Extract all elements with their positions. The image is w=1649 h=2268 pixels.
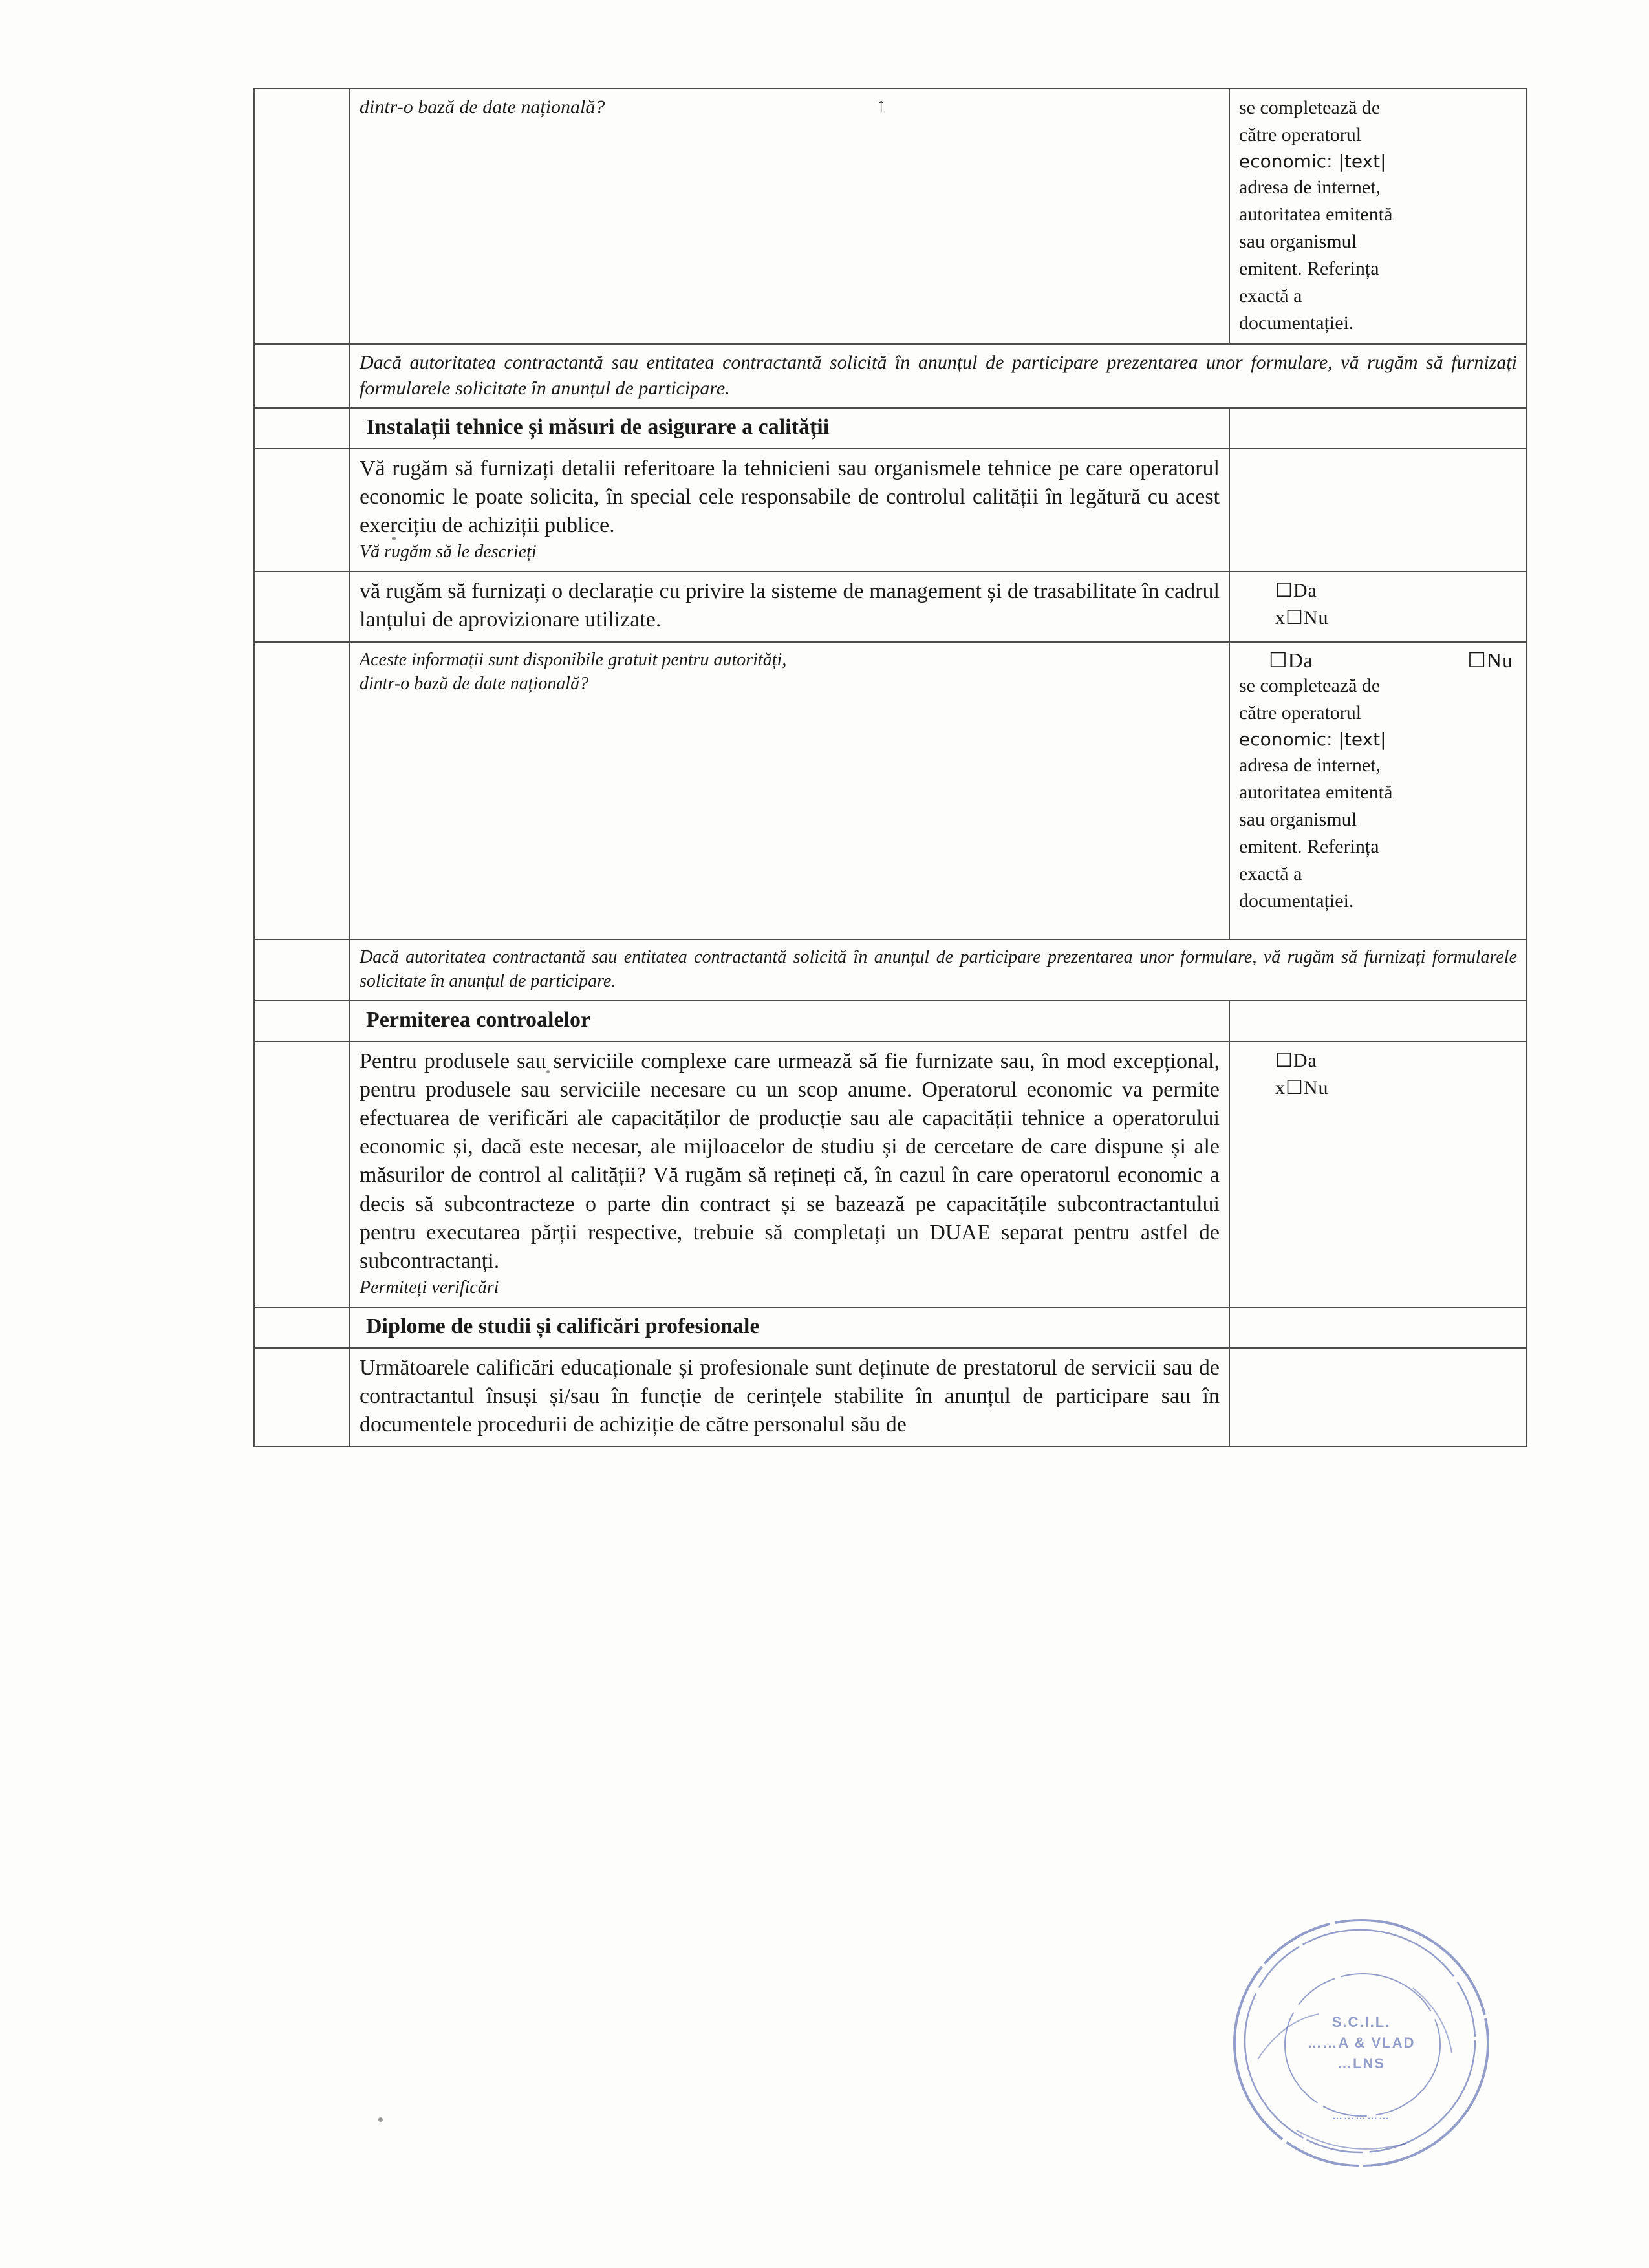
answer-line: adresa de internet, <box>1239 177 1381 198</box>
row-marker-cell <box>254 89 350 344</box>
table-row-heading <box>254 1307 1527 1348</box>
stamp-line: …LNS <box>1337 2055 1385 2071</box>
section-heading-cell <box>350 1307 1229 1348</box>
table-row <box>254 89 1527 344</box>
question-text: Vă rugăm să furnizați detalii referitoare la tehnicieni sau organismele tehnice pe care operatorul economic le poate solicita, în special cele responsabile de controlul calității în legătură cu acest exercițiu de achiziții publice. <box>360 456 1220 538</box>
note-cell <box>350 939 1527 1001</box>
question-subnote: Permiteți verificări <box>360 1278 499 1298</box>
checkbox-option-da[interactable]: ☐Da <box>1275 580 1317 602</box>
table-row <box>254 1042 1527 1307</box>
section-heading: Instalații tehnice și măsuri de asigurare a calității <box>366 415 830 440</box>
company-stamp <box>1219 1898 1503 2182</box>
answer-cell-empty <box>1229 1348 1527 1447</box>
question-cell <box>350 1042 1229 1307</box>
question-subnote: Vă rugăm să le descrieți <box>360 542 537 562</box>
answer-line: emitent. Referința <box>1239 258 1379 280</box>
table-row-heading <box>254 408 1527 449</box>
answer-block <box>1239 94 1517 337</box>
answer-line: autoritatea emitentă <box>1239 204 1393 226</box>
row-marker-cell <box>254 572 350 641</box>
stamp-line: …………… <box>1332 2111 1390 2122</box>
question-text: dintr-o bază de date națională? <box>360 96 605 118</box>
table-row-heading <box>254 1001 1527 1042</box>
table-row <box>254 1348 1527 1447</box>
question-text: Următoarele calificări educaționale și profesionale sunt deținute de prestatorul de servicii sau de contractantul însuși și/sau în funcție de cerințele stabilite în anunțul de participare sau în documentele procedurii de achiziție de către personalul său de <box>360 1355 1220 1437</box>
ink-dot-icon <box>378 2117 383 2122</box>
answer-cell <box>1229 89 1527 344</box>
answer-line: se completează de <box>1239 97 1381 118</box>
table-row <box>254 572 1527 641</box>
stamp-text-group <box>1219 1898 1503 2182</box>
answer-line: documentației. <box>1239 312 1354 334</box>
row-marker-cell <box>254 1348 350 1447</box>
row-marker-cell <box>254 1307 350 1348</box>
answer-line: sau organismul <box>1239 808 1357 830</box>
answer-choice-group[interactable] <box>1239 648 1517 672</box>
table-row <box>254 344 1527 408</box>
question-cell <box>350 1348 1229 1447</box>
question-cell <box>350 642 1229 939</box>
note-text: Dacă autoritatea contractantă sau entitatea contractantă solicită în anunțul de participare prezentarea unor formulare, vă rugăm să furnizați formularele solicitate în anunțul de participare. <box>360 352 1517 399</box>
question-text: Pentru produsele sau serviciile complexe care urmează să fie furnizate sau, în mod excepțional, pentru produsele sau serviciile necesare cu un scop anume. Operatorul economic va permite efectuarea de verificări ale capacităților de producție sau ale capacității tehnice a operatorului economic și, dacă este necesar, ale mijloacelor de studiu și de cercetare de care dispune și ale măsurilor de control al calității? Vă rugăm să rețineți că, în cazul în care operatorul economic a decis să subcontracteze o parte din contract și se bazează pe capacitățile subcontractantului pentru executarea părții respective, trebuie să completați un DUAE separat pentru astfel de subcontractanți. <box>360 1049 1220 1274</box>
answer-line: către operatorul <box>1239 124 1362 145</box>
checkbox-option-da[interactable]: ☐Da <box>1275 1049 1317 1071</box>
answer-cell-empty <box>1229 449 1527 572</box>
question-text-line-2: dintr-o bază de date națională? <box>360 674 589 694</box>
section-heading-cell <box>350 1001 1229 1042</box>
answer-line: către operatorul <box>1239 701 1362 723</box>
answer-line: adresa de internet, <box>1239 754 1381 776</box>
table-row <box>254 449 1527 572</box>
table-row <box>254 642 1527 939</box>
row-marker-cell <box>254 642 350 939</box>
checkbox-option-nu[interactable]: ☐Nu <box>1467 648 1513 672</box>
row-marker-cell <box>254 939 350 1001</box>
answer-choice-group[interactable] <box>1239 1047 1517 1102</box>
answer-cell <box>1229 642 1527 939</box>
row-marker-cell <box>254 408 350 449</box>
checkbox-option-nu[interactable]: x☐Nu <box>1275 607 1329 629</box>
answer-cell-empty <box>1229 408 1527 449</box>
question-cell <box>350 449 1229 572</box>
question-text-line-1: Aceste informații sunt disponibile gratuit pentru autorități, <box>360 649 787 670</box>
row-marker-cell <box>254 449 350 572</box>
note-text: Dacă autoritatea contractantă sau entitatea contractantă solicită în anunțul de participare prezentarea unor formulare, vă rugăm să furnizați formularele solicitate în anunțul de participare. <box>360 947 1517 992</box>
answer-line: exactă a <box>1239 285 1302 307</box>
row-marker-cell <box>254 1042 350 1307</box>
answer-line: sau organismul <box>1239 231 1357 253</box>
answer-cell <box>1229 572 1527 641</box>
section-heading-cell <box>350 408 1229 449</box>
question-cell <box>350 572 1229 641</box>
answer-choice-group[interactable] <box>1239 577 1517 632</box>
row-marker-cell <box>254 344 350 408</box>
section-heading: Permiterea controalelor <box>366 1008 591 1032</box>
checkbox-option-nu[interactable]: x☐Nu <box>1275 1076 1329 1098</box>
answer-line: documentației. <box>1239 890 1354 912</box>
pen-mark-icon: ↑ <box>876 94 886 116</box>
answer-line-text-field[interactable]: economic: |text| <box>1239 728 1386 750</box>
row-marker-cell <box>254 1001 350 1042</box>
checkbox-option-da[interactable]: ☐Da <box>1269 648 1313 672</box>
duae-criteria-table <box>253 88 1527 1447</box>
stamp-line: S.C.I.L. <box>1331 2014 1391 2030</box>
answer-cell <box>1229 1042 1527 1307</box>
answer-cell-empty <box>1229 1307 1527 1348</box>
answer-line-text-field[interactable]: economic: |text| <box>1239 151 1386 172</box>
answer-block <box>1239 672 1517 915</box>
answer-cell-empty <box>1229 1001 1527 1042</box>
answer-line: emitent. Referința <box>1239 835 1379 857</box>
answer-line: exactă a <box>1239 862 1302 884</box>
note-cell <box>350 344 1527 408</box>
section-heading: Diplome de studii și calificări profesionale <box>366 1314 760 1338</box>
stamp-line: ……A & VLAD <box>1307 2035 1416 2051</box>
answer-line: autoritatea emitentă <box>1239 781 1393 803</box>
question-cell <box>350 89 1229 344</box>
table-row <box>254 939 1527 1001</box>
answer-line: se completează de <box>1239 674 1381 696</box>
question-text: vă rugăm să furnizați o declarație cu privire la sisteme de management și de trasabilitate în cadrul lanțului de aprovizionare utilizate. <box>360 579 1220 632</box>
